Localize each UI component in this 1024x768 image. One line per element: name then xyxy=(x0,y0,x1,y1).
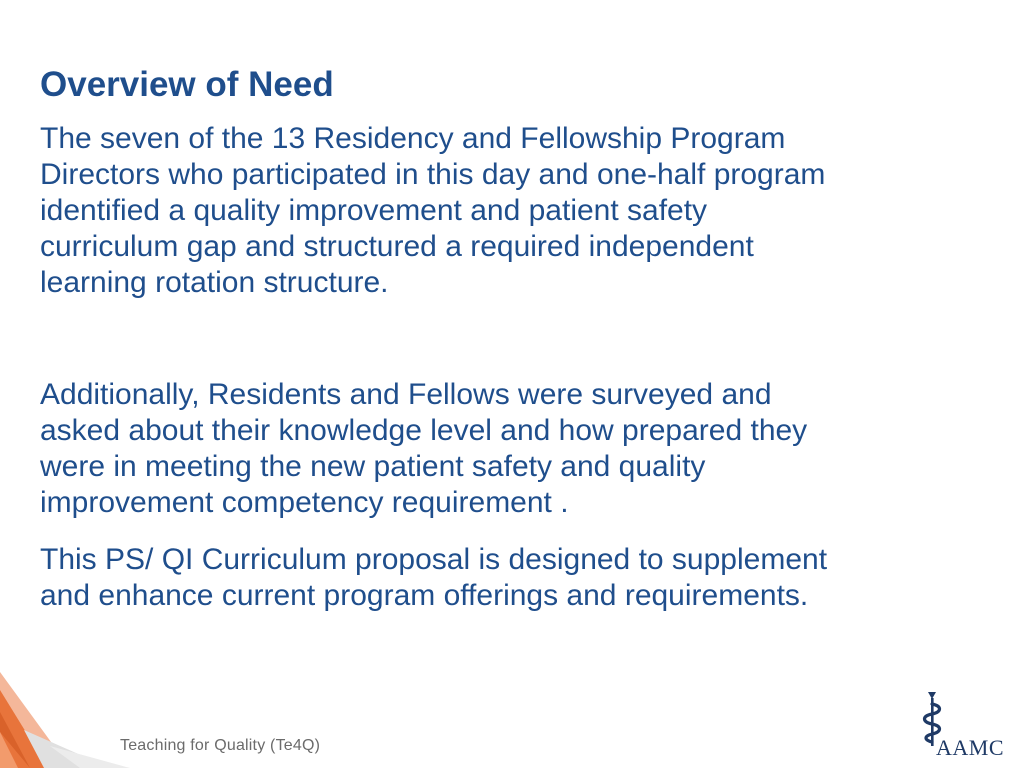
aamc-logo-text: AAMC xyxy=(936,735,1005,760)
paragraph-residents-survey xyxy=(40,377,1000,521)
paragraph-program-directors xyxy=(40,121,1000,301)
paragraph-line: identified a quality improvement and patient safety xyxy=(40,194,708,227)
paragraph-line: curriculum gap and structured a required independent xyxy=(40,230,754,263)
paragraph-curriculum-proposal xyxy=(40,542,1000,614)
slide-title: Overview of Need xyxy=(40,65,334,104)
paragraph-line: Directors who participated in this day and one-half program xyxy=(40,158,826,191)
paragraph-line: were in meeting the new patient safety and quality xyxy=(40,450,706,483)
paragraph-line: asked about their knowledge level and how prepared they xyxy=(40,414,808,447)
paragraph-line: learning rotation structure. xyxy=(40,266,389,299)
paragraph-line: The seven of the 13 Residency and Fellowship Program xyxy=(40,122,786,155)
paragraph-line: improvement competency requirement . xyxy=(40,486,569,519)
corner-decoration xyxy=(0,672,130,768)
paragraph-line: and enhance current program offerings and requirements. xyxy=(40,579,809,612)
program-name: Teaching for Quality (Te4Q) xyxy=(120,737,321,754)
paragraph-line: Additionally, Residents and Fellows were surveyed and xyxy=(40,378,772,411)
paragraph-line: This PS/ QI Curriculum proposal is designed to supplement xyxy=(40,543,828,576)
